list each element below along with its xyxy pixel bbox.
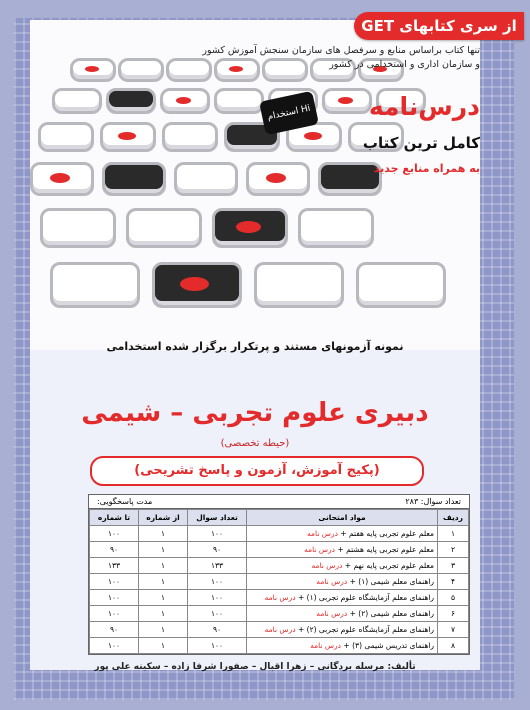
tray (214, 88, 264, 114)
table-header-row (90, 510, 469, 526)
tray (298, 208, 374, 248)
title-sub: کامل ترین کتاب (362, 134, 480, 152)
topic-text: راهنمای معلم آزمایشگاه علوم تجربی (۲) (306, 625, 434, 634)
row-from: ۱ (139, 558, 188, 574)
headline: نمونه آزمونهای مستند و پرتکرار برگزار شده استخدامی (106, 340, 404, 353)
row-number: ۵ (438, 590, 469, 606)
table-row (90, 526, 469, 542)
table-row (90, 606, 469, 622)
description-line: تنها کتاب براساس منابع و سرفصل های سازمان سنجش آموزش کشور (202, 45, 480, 56)
table-row (90, 542, 469, 558)
table-info (89, 495, 469, 509)
duration: مدت پاسخگویی: (97, 497, 153, 506)
fish-shape (236, 221, 261, 233)
row-from: ۱ (139, 542, 188, 558)
topic-tag: درس نامه (311, 561, 343, 570)
fish-shape (176, 97, 191, 104)
topic-tag: درس نامه (310, 641, 342, 650)
table-row (90, 622, 469, 638)
topic-text: راهنمای معلم آزمایشگاه علوم تجربی (۱) (306, 593, 434, 602)
subject-title: دبیری علوم تجربی – شیمی (81, 398, 429, 428)
topic-text: معلم علوم تجربی پایه هفتم (348, 529, 434, 538)
row-count: ۱۰۰ (188, 606, 247, 622)
tray (356, 262, 446, 308)
description (190, 44, 480, 72)
row-to: ۱۳۳ (90, 558, 139, 574)
row-to: ۱۰۰ (90, 590, 139, 606)
row-from: ۱ (139, 526, 188, 542)
fish-shape (118, 132, 136, 140)
row-to: ۱۰۰ (90, 526, 139, 542)
row-count: ۱۰۰ (188, 526, 247, 542)
package-banner: (پکیج آموزش، آزمون و پاسخ تشریحی) (90, 456, 424, 486)
tray (100, 122, 156, 152)
col-header: مواد امتحانی (247, 510, 438, 526)
tray (212, 208, 288, 248)
row-topic: راهنمای معلم شیمی (۱) + درس نامه (247, 574, 438, 590)
table-row (90, 574, 469, 590)
row-count: ۱۰۰ (188, 638, 247, 654)
table-row (90, 590, 469, 606)
col-header: تا شماره (90, 510, 139, 526)
row-number: ۳ (438, 558, 469, 574)
contents-table (88, 494, 470, 655)
tray (118, 58, 164, 82)
row-topic: راهنمای معلم آزمایشگاه علوم تجربی (۲) + درس نامه (247, 622, 438, 638)
topic-tag: درس نامه (264, 593, 296, 602)
fish-shape (50, 173, 70, 183)
col-header: ردیف (438, 510, 469, 526)
topic-tag: درس نامه (307, 529, 338, 538)
row-number: ۶ (438, 606, 469, 622)
row-topic: راهنمای تدریس شیمی (۳) + درس نامه (247, 638, 438, 654)
tray (70, 58, 116, 82)
col-header: از شماره (139, 510, 188, 526)
description-line: و سازمان اداری و استخدامی در کشور (329, 59, 480, 70)
row-topic: معلم علوم تجربی پایه هفتم + درس نامه (247, 526, 438, 542)
row-number: ۸ (438, 638, 469, 654)
row-from: ۱ (139, 574, 188, 590)
tray (254, 262, 344, 308)
row-count: ۱۰۰ (188, 590, 247, 606)
title-sub2: به همراه منابع جدید (373, 162, 480, 175)
row-topic: راهنمای معلم شیمی (۲) + درس نامه (247, 606, 438, 622)
row-count: ۹۰ (188, 622, 247, 638)
tray (106, 88, 156, 114)
tray (174, 162, 238, 196)
tray (38, 122, 94, 152)
topic-tag: درس نامه (304, 545, 336, 554)
fish-shape (304, 132, 322, 140)
hi-badge: Hi استخدام (259, 91, 319, 135)
row-count: ۱۳۳ (188, 558, 247, 574)
row-number: ۴ (438, 574, 469, 590)
row-from: ۱ (139, 622, 188, 638)
title-main: درس‌نامه (368, 92, 480, 121)
row-topic: راهنمای معلم آزمایشگاه علوم تجربی (۱) + درس نامه (247, 590, 438, 606)
topic-text: معلم علوم تجربی پایه هشتم (346, 545, 434, 554)
specialty-label: (حیطه تخصصی) (220, 438, 290, 449)
fish-shape (85, 66, 99, 72)
row-topic: معلم علوم تجربی پایه نهم + درس نامه (247, 558, 438, 574)
col-header: تعداد سوال (188, 510, 247, 526)
row-from: ۱ (139, 638, 188, 654)
row-to: ۱۰۰ (90, 606, 139, 622)
tray (152, 262, 242, 308)
row-number: ۲ (438, 542, 469, 558)
row-count: ۱۰۰ (188, 574, 247, 590)
row-to: ۱۰۰ (90, 638, 139, 654)
row-to: ۱۰۰ (90, 574, 139, 590)
tray (30, 162, 94, 196)
topic-tag: درس نامه (316, 577, 348, 586)
tray (50, 262, 140, 308)
topic-text: راهنمای معلم شیمی (۲) (358, 609, 434, 618)
total-questions: تعداد سوال: ۲۸۳ (405, 497, 461, 506)
tray (160, 88, 210, 114)
row-number: ۱ (438, 526, 469, 542)
topic-text: راهنمای معلم شیمی (۱) (358, 577, 434, 586)
fish-shape (180, 277, 209, 291)
series-badge: از سری کتابهای GET (354, 12, 524, 40)
row-topic: معلم علوم تجربی پایه هشتم + درس نامه (247, 542, 438, 558)
row-to: ۹۰ (90, 622, 139, 638)
tray (52, 88, 102, 114)
authors: تألیف: مرسله بردگانی – زهرا اقبال – صفورا شرفا زاده – سکینه علی پور (94, 662, 416, 672)
tray (162, 122, 218, 152)
tray (126, 208, 202, 248)
row-count: ۹۰ (188, 542, 247, 558)
row-to: ۹۰ (90, 542, 139, 558)
table-row (90, 558, 469, 574)
topic-tag: درس نامه (316, 609, 348, 618)
topic-text: معلم علوم تجربی پایه نهم (353, 561, 434, 570)
table-row (90, 638, 469, 654)
tray (102, 162, 166, 196)
tray (40, 208, 116, 248)
row-from: ۱ (139, 606, 188, 622)
topic-text: راهنمای تدریس شیمی (۳) (352, 641, 434, 650)
row-from: ۱ (139, 590, 188, 606)
row-number: ۷ (438, 622, 469, 638)
topic-tag: درس نامه (264, 625, 296, 634)
